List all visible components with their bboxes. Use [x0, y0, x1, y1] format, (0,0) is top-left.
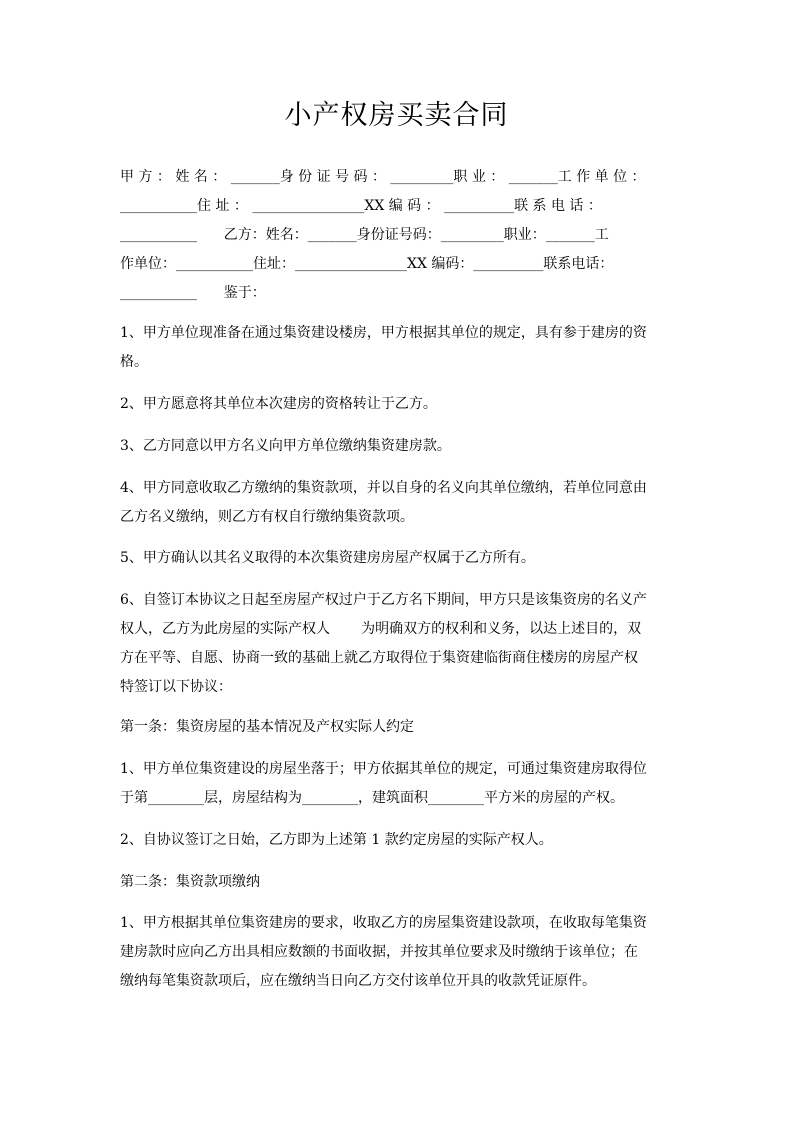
article-1-clause-1-line-2: 于第________层，房屋结构为________，建筑面积________平方米的房屋的产权。	[120, 790, 624, 806]
article-2-heading: 第二条：集资款项缴纳	[120, 874, 260, 890]
paragraph-3-line-1: 3、乙方同意以甲方名义向甲方单位缴纳集资建房款。	[120, 438, 451, 454]
paragraph-5-line-1: 5、甲方确认以其名义取得的本次集资建房房屋产权属于乙方所有。	[120, 550, 535, 566]
header-line-4: 作单位：___________住址：________________XX 编码：__________联系电话：	[120, 256, 614, 272]
paragraph-6-line-1: 6、自签订本协议之日起至房屋产权过户于乙方名下期间，甲方只是该集资房的名义产	[120, 592, 647, 608]
paragraph-1-line-2: 格。	[120, 354, 148, 370]
article-2-clause-1-line-2: 建房款时应向乙方出具相应数额的书面收据，并按其单位要求及时缴纳于该单位；在	[120, 944, 638, 960]
header-line-2: ___________住 址 ： ________________XX 编 码 ： __________联 系 电 话 ：	[120, 198, 602, 214]
paragraph-2-line-1: 2、甲方愿意将其单位本次建房的资格转让于乙方。	[120, 396, 437, 412]
article-1-heading: 第一条：集资房屋的基本情况及产权实际人约定	[120, 719, 414, 735]
header-line-5: ___________ 鉴于：	[120, 285, 266, 301]
paragraph-6-line-4: 特签订以下协议：	[120, 679, 232, 695]
article-1-clause-2-line-1: 2、自协议签订之日始，乙方即为上述第 1 款约定房屋的实际产权人。	[120, 832, 553, 848]
header-line-1: 甲 方 ： 姓 名 ： _______身 份 证 号 码 ： _________职 业 ： _______工 作 单 位 ：	[120, 169, 646, 185]
article-2-clause-1-line-1: 1、甲方根据其单位集资建房的要求，收取乙方的房屋集资建设款项，在收取每笔集资	[120, 915, 647, 931]
article-1-clause-1-line-1: 1、甲方单位集资建设的房屋坐落于；甲方依据其单位的规定，可通过集资建房取得位	[120, 761, 647, 777]
paragraph-6-line-2: 权人，乙方为此房屋的实际产权人 为明确双方的权利和义务，以达上述目的，双	[120, 621, 642, 637]
article-2-clause-1-line-3: 缴纳每笔集资款项后，应在缴纳当日向乙方交付该单位开具的收款凭证原件。	[120, 973, 596, 989]
header-line-3: ___________ 乙方：姓名：_______身份证号码：_________职业：_______工	[120, 227, 609, 243]
paragraph-6-line-3: 方在平等、自愿、协商一致的基础上就乙方取得位于集资建临街商住楼房的房屋产权	[120, 650, 638, 666]
paragraph-1-line-1: 1、甲方单位现准备在通过集资建设楼房，甲方根据其单位的规定，具有参于建房的资	[120, 325, 647, 341]
paragraph-4-line-2: 乙方名义缴纳，则乙方有权自行缴纳集资款项。	[120, 509, 414, 525]
paragraph-4-line-1: 4、甲方同意收取乙方缴纳的集资款项，并以自身的名义向其单位缴纳，若单位同意由	[120, 480, 647, 496]
document-title: 小产权房买卖合同	[284, 100, 509, 131]
